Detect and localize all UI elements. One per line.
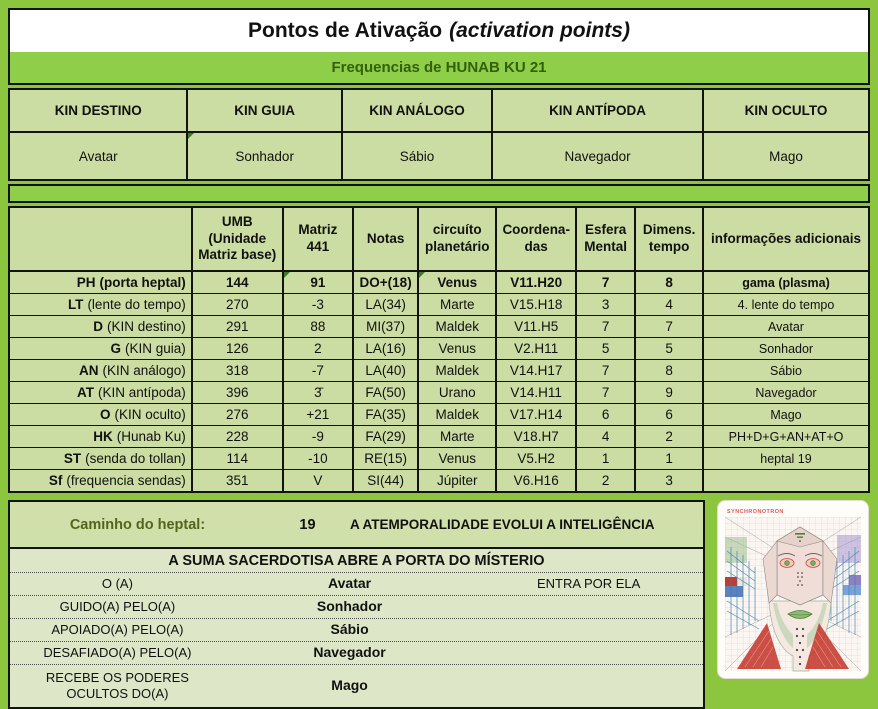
row-label-text: (senda do tollan) [85, 451, 186, 466]
heptal-path-number[interactable]: 19 [299, 516, 316, 533]
coordenadas-cell[interactable]: V14.H11 [497, 382, 577, 403]
row-label-text: (KIN análogo) [102, 363, 186, 378]
oracle-row-note[interactable]: ENTRA POR ELA [536, 575, 641, 591]
esfera-cell[interactable]: 5 [577, 338, 636, 359]
umb-cell[interactable]: 270 [193, 294, 284, 315]
circuito-cell[interactable]: Venus [419, 338, 497, 359]
oracle-row [10, 595, 703, 618]
circuito-cell[interactable]: Maldek [419, 404, 497, 425]
esfera-cell[interactable]: 4 [577, 426, 636, 447]
title-box [8, 8, 870, 85]
oracle-row-label[interactable]: DESAFIADO(A) PELO(A) [43, 644, 192, 660]
oracle-row-note[interactable] [474, 642, 703, 664]
matriz-cell[interactable]: -3 [284, 294, 354, 315]
row-label[interactable] [10, 448, 193, 469]
kin-oracle-value-row [10, 133, 868, 179]
row-label-text: (KIN oculto) [114, 407, 186, 422]
row-label[interactable] [10, 382, 193, 403]
header-informacoes-adicionais[interactable]: informações adicionais [710, 230, 862, 246]
oracle-row-value[interactable]: Mago [331, 677, 368, 694]
artwork-label: SYNCHRONOTRON [727, 509, 784, 515]
table-row-st [10, 447, 868, 469]
esfera-cell[interactable]: 7 [577, 272, 636, 293]
notas-cell[interactable]: FA(35) [354, 404, 419, 425]
dimens-cell[interactable]: 2 [636, 426, 704, 447]
esfera-cell[interactable]: 1 [577, 448, 636, 469]
row-code: PH [76, 275, 96, 290]
info-cell[interactable]: Mago [770, 407, 802, 422]
comment-marker-icon [284, 272, 290, 278]
notas-cell[interactable]: LA(34) [354, 294, 419, 315]
matriz-cell[interactable]: 3̄ [284, 382, 354, 403]
oracle-row [10, 664, 703, 707]
umb-cell[interactable]: 144 [193, 272, 284, 293]
circuito-cell[interactable]: Marte [419, 294, 497, 315]
esfera-cell[interactable]: 7 [577, 316, 636, 337]
oracle-row-label[interactable]: O (A) [101, 575, 133, 591]
esfera-cell[interactable]: 2 [577, 470, 636, 491]
esfera-cell[interactable]: 6 [577, 404, 636, 425]
row-label-text: (KIN guia) [124, 341, 186, 356]
header-coordenadas[interactable]: Coordena-das [497, 208, 577, 270]
circuito-cell[interactable]: Marte [419, 426, 497, 447]
kin-oculto-header[interactable]: KIN OCULTO [744, 103, 828, 118]
synchronotron-image [717, 500, 869, 679]
comment-marker-icon [419, 272, 425, 278]
row-label-text: (lente do tempo) [87, 297, 186, 312]
table-row-d [10, 315, 868, 337]
row-label[interactable] [10, 338, 193, 359]
row-label-text: (frequencia sendas) [66, 473, 186, 488]
row-label[interactable] [10, 316, 193, 337]
kin-guia-value-text: Sonhador [235, 148, 294, 164]
matriz-cell[interactable]: -9 [284, 426, 354, 447]
row-label[interactable] [10, 470, 193, 491]
row-label[interactable] [10, 404, 193, 425]
kin-guia-value[interactable] [188, 133, 342, 179]
matriz-cell[interactable]: V [284, 470, 354, 491]
coordenadas-cell[interactable]: V14.H17 [497, 360, 577, 381]
info-cell[interactable]: 4. lente do tempo [737, 297, 835, 312]
umb-cell[interactable]: 114 [193, 448, 284, 469]
matriz-cell[interactable] [284, 272, 354, 293]
oracle-row-note[interactable] [474, 665, 703, 707]
info-cell[interactable]: PH+D+G+AN+AT+O [728, 429, 844, 444]
page-title [10, 10, 868, 52]
oracle-row [10, 618, 703, 641]
circuito-cell[interactable]: Urano [419, 382, 497, 403]
umb-cell[interactable]: 318 [193, 360, 284, 381]
row-code: HK [93, 429, 113, 444]
notas-cell[interactable]: LA(40) [354, 360, 419, 381]
matriz-cell[interactable]: 88 [284, 316, 354, 337]
kin-antipoda-value[interactable]: Navegador [493, 133, 704, 179]
row-code: O [99, 407, 111, 422]
row-code: ST [63, 451, 82, 466]
notas-cell[interactable]: DO+(18) [354, 272, 419, 293]
row-label[interactable] [10, 294, 193, 315]
row-code: AN [78, 363, 99, 378]
coordenadas-cell[interactable]: V11.H5 [497, 316, 577, 337]
info-cell[interactable]: Navegador [755, 385, 817, 400]
bottom-section [8, 500, 870, 709]
header-dimens-tempo[interactable]: Dimens. tempo [636, 208, 704, 270]
umb-cell[interactable]: 276 [193, 404, 284, 425]
info-cell[interactable]: Sábio [769, 363, 802, 378]
info-cell[interactable]: heptal 19 [760, 451, 812, 466]
heptal-path-label[interactable]: Caminho do heptal: [69, 516, 206, 533]
notas-cell[interactable]: FA(29) [354, 426, 419, 447]
info-cell[interactable]: gama (plasma) [742, 275, 830, 290]
kin-oculto-value[interactable]: Mago [769, 148, 803, 164]
circuito-cell[interactable]: Maldek [419, 360, 497, 381]
dimens-cell[interactable]: 1 [636, 448, 704, 469]
header-empty[interactable] [10, 208, 193, 270]
dimens-cell[interactable]: 5 [636, 338, 704, 359]
row-code: AT [76, 385, 94, 400]
kin-destino-value[interactable]: Avatar [10, 133, 188, 179]
heptal-path-phrase[interactable]: A ATEMPORALIDADE EVOLUI A INTELIGÊNCIA [350, 517, 655, 532]
oracle-row-note[interactable] [474, 596, 703, 618]
circuito-cell[interactable] [419, 272, 497, 293]
notas-cell[interactable]: SI(44) [354, 470, 419, 491]
esfera-cell[interactable]: 7 [577, 382, 636, 403]
kin-oracle-table [8, 88, 870, 181]
coordenadas-cell[interactable]: V15.H18 [497, 294, 577, 315]
row-label[interactable] [10, 360, 193, 381]
kin-destino-header[interactable]: KIN DESTINO [10, 90, 188, 131]
dimens-cell[interactable]: 4 [636, 294, 704, 315]
row-label-text: (Hunab Ku) [116, 429, 186, 444]
coordenadas-cell[interactable]: V18.H7 [497, 426, 577, 447]
page-title-sub: (activation points) [449, 19, 630, 42]
comment-marker-icon [188, 133, 194, 139]
oracle-title[interactable]: A SUMA SACERDOTISA ABRE A PORTA DO MÍSTERIO [168, 552, 545, 569]
table-row-o [10, 403, 868, 425]
coordenadas-cell[interactable]: V2.H11 [497, 338, 577, 359]
oracle-row-note[interactable] [474, 619, 703, 641]
coordenadas-cell[interactable]: V5.H2 [497, 448, 577, 469]
matriz-cell[interactable]: -10 [284, 448, 354, 469]
table-row-g [10, 337, 868, 359]
umb-cell[interactable]: 396 [193, 382, 284, 403]
header-umb[interactable]: UMB (Unidade Matriz base) [193, 208, 284, 270]
oracle-text-box [8, 500, 705, 709]
header-esfera-mental[interactable]: Esfera Mental [577, 208, 636, 270]
umb-cell[interactable]: 351 [193, 470, 284, 491]
table-row-hk [10, 425, 868, 447]
info-cell[interactable] [704, 470, 868, 491]
dimens-cell[interactable]: 7 [636, 316, 704, 337]
dimens-cell[interactable]: 9 [636, 382, 704, 403]
table-row-at [10, 381, 868, 403]
dimens-cell[interactable]: 8 [636, 272, 704, 293]
kin-antipoda-header[interactable]: KIN ANTÍPODA [493, 90, 704, 131]
notas-cell[interactable]: FA(50) [354, 382, 419, 403]
matriz-value: 91 [310, 275, 326, 290]
kin-analogo-header[interactable]: KIN ANÁLOGO [343, 90, 493, 131]
umb-cell[interactable]: 126 [193, 338, 284, 359]
kin-guia-header[interactable]: KIN GUIA [188, 90, 342, 131]
umb-cell[interactable]: 291 [193, 316, 284, 337]
frequencies-band: Frequencias de HUNAB KU 21 [10, 52, 868, 83]
row-label-text: (porta heptal) [99, 275, 186, 290]
synchronotron-artwork[interactable] [717, 500, 869, 684]
dimens-cell[interactable]: 8 [636, 360, 704, 381]
notas-cell[interactable]: RE(15) [354, 448, 419, 469]
oracle-row-value[interactable]: Avatar [328, 575, 372, 592]
header-matriz-441[interactable]: Matriz 441 [284, 208, 354, 270]
table-row-ph [10, 272, 868, 293]
header-notas[interactable]: Notas [354, 208, 419, 270]
frequency-table [8, 206, 870, 493]
notas-cell[interactable]: LA(16) [354, 338, 419, 359]
coordenadas-cell[interactable]: V6.H16 [497, 470, 577, 491]
oracle-row-value[interactable]: Sábio [330, 621, 369, 638]
matriz-cell[interactable]: +21 [284, 404, 354, 425]
coordenadas-cell[interactable]: V17.H14 [497, 404, 577, 425]
dimens-cell[interactable]: 6 [636, 404, 704, 425]
circuito-cell[interactable]: Maldek [419, 316, 497, 337]
dimens-cell[interactable]: 3 [636, 470, 704, 491]
circuito-cell[interactable]: Júpiter [419, 470, 497, 491]
matriz-cell[interactable]: -7 [284, 360, 354, 381]
page-title-main: Pontos de Ativação [248, 19, 443, 42]
esfera-cell[interactable]: 7 [577, 360, 636, 381]
notas-cell[interactable]: MI(37) [354, 316, 419, 337]
oracle-row [10, 641, 703, 664]
oracle-row-label[interactable]: RECEBE OS PODERES OCULTOS DO(A) [45, 669, 189, 701]
row-label-text: (KIN destino) [106, 319, 186, 334]
header-circuito-planetario[interactable]: circuíto planetário [419, 208, 497, 270]
matriz-cell[interactable]: 2 [284, 338, 354, 359]
row-label-text: (KIN antípoda) [97, 385, 186, 400]
table-row-lt [10, 293, 868, 315]
oracle-row-value[interactable]: Navegador [313, 644, 386, 661]
coordenadas-cell[interactable]: V11.H20 [497, 272, 577, 293]
oracle-row [10, 572, 703, 595]
table-row-an [10, 359, 868, 381]
oracle-row-value[interactable]: Sonhador [316, 598, 383, 615]
row-label[interactable] [10, 272, 193, 293]
oracle-row-label[interactable]: APOIADO(A) PELO(A) [51, 621, 184, 637]
info-cell[interactable]: Avatar [768, 319, 804, 334]
circuito-value: Venus [437, 275, 478, 290]
info-cell[interactable]: Sonhador [758, 341, 814, 356]
oracle-row-label[interactable]: GUIDO(A) PELO(A) [59, 598, 176, 614]
umb-cell[interactable]: 228 [193, 426, 284, 447]
row-code: Sf [48, 473, 63, 488]
separator-bar [8, 184, 870, 203]
esfera-cell[interactable]: 3 [577, 294, 636, 315]
row-code: G [110, 341, 121, 356]
circuito-cell[interactable]: Venus [419, 448, 497, 469]
row-code: LT [67, 297, 84, 312]
kin-oracle-header-row [10, 90, 868, 133]
row-label[interactable] [10, 426, 193, 447]
heptal-path-row [10, 502, 703, 549]
kin-analogo-value[interactable]: Sábio [343, 133, 493, 179]
table-row-sf [10, 469, 868, 491]
frequency-table-header-row [10, 208, 868, 272]
row-code: D [93, 319, 103, 334]
